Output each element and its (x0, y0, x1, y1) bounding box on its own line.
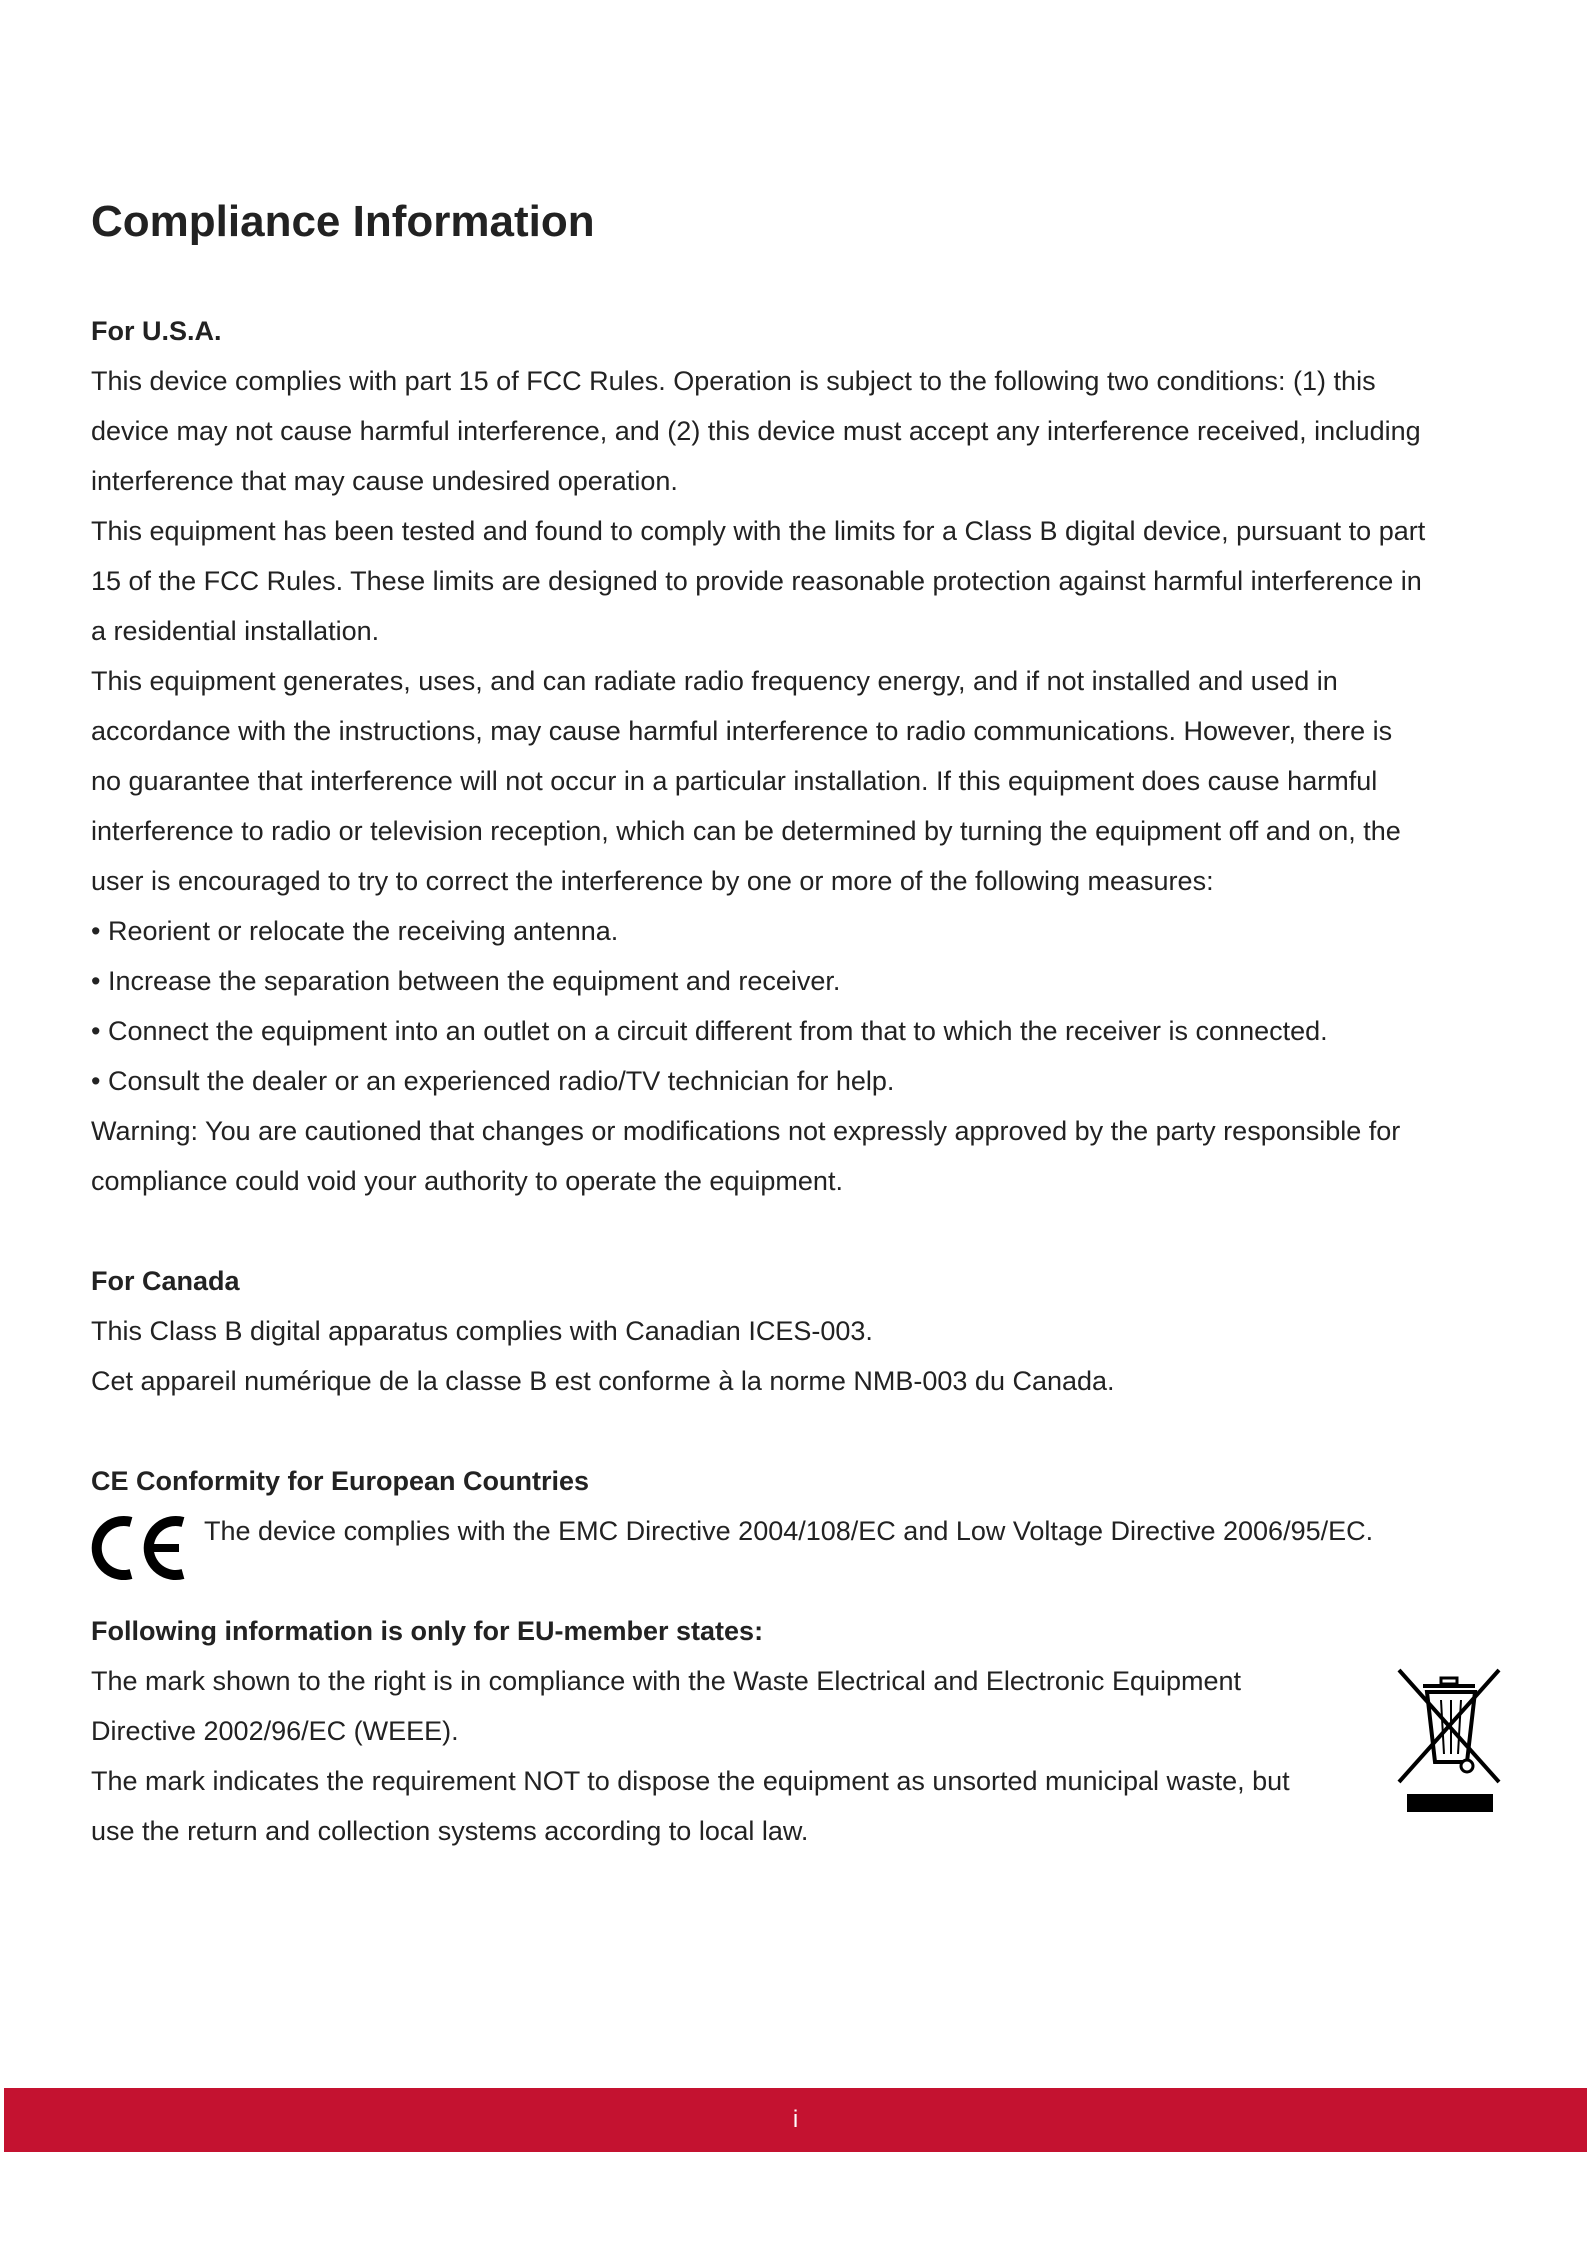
page-title: Compliance Information (91, 197, 595, 246)
usa-line: 15 of the FCC Rules. These limits are designed to provide reasonable protection against harmful interference in (91, 566, 1422, 596)
page-number: i (792, 2106, 799, 2133)
usa-line: a residential installation. (91, 616, 380, 646)
crossed-out-wheelie-bin-icon (1395, 1664, 1505, 1814)
usa-line: This device complies with part 15 of FCC Rules. Operation is subject to the following two conditions: (1) this (91, 366, 1376, 396)
canada-heading: For Canada (91, 1266, 240, 1296)
bullet-item: • Connect the equipment into an outlet on a circuit different from that to which the receiver is connected. (91, 1016, 1328, 1046)
eu-heading: Following information is only for EU-member states: (91, 1616, 764, 1646)
eu-line: The mark indicates the requirement NOT to dispose the equipment as unsorted municipal waste, but (91, 1766, 1290, 1796)
bullet-item: • Consult the dealer or an experienced radio/TV technician for help. (91, 1066, 895, 1096)
warning-line: Warning: You are cautioned that changes or modifications not expressly approved by the party responsible for (91, 1116, 1401, 1146)
section-eu (91, 1606, 1511, 1856)
ce-text: The device complies with the EMC Directive 2004/108/EC and Low Voltage Directive 2006/95/EC. (204, 1516, 1374, 1546)
ce-mark-icon (87, 1510, 187, 1586)
section-ce (91, 1456, 1511, 1556)
usa-line: no guarantee that interference will not occur in a particular installation. If this equipment does cause harmful (91, 766, 1378, 796)
usa-line: This equipment generates, uses, and can radiate radio frequency energy, and if not installed and used in (91, 666, 1338, 696)
compliance-content (91, 306, 1511, 1856)
canada-line: This Class B digital apparatus complies with Canadian ICES-003. (91, 1316, 873, 1346)
section-canada (91, 1256, 1511, 1406)
section-spacer (91, 1556, 1511, 1606)
ce-row (91, 1506, 1511, 1556)
eu-line: use the return and collection systems according to local law. (91, 1816, 809, 1846)
eu-line: Directive 2002/96/EC (WEEE). (91, 1716, 459, 1746)
canada-line: Cet appareil numérique de la classe B est conforme à la norme NMB-003 du Canada. (91, 1366, 1115, 1396)
usa-line: device may not cause harmful interference, and (2) this device must accept any interference received, including (91, 416, 1421, 446)
usa-line: interference that may cause undesired operation. (91, 466, 678, 496)
bullet-item: • Reorient or relocate the receiving antenna. (91, 916, 619, 946)
eu-line: The mark shown to the right is in compliance with the Waste Electrical and Electronic Equipment (91, 1666, 1242, 1696)
usa-line: accordance with the instructions, may cause harmful interference to radio communications. However, there is (91, 716, 1393, 746)
bullet-item: • Increase the separation between the equipment and receiver. (91, 966, 841, 996)
section-spacer (91, 1206, 1511, 1256)
usa-line: user is encouraged to try to correct the interference by one or more of the following measures: (91, 866, 1214, 896)
usa-line: interference to radio or television reception, which can be determined by turning the equipment off and on, the (91, 816, 1401, 846)
footer-bar (4, 2088, 1587, 2152)
section-usa (91, 306, 1511, 1206)
usa-heading: For U.S.A. (91, 316, 222, 346)
warning-line: compliance could void your authority to operate the equipment. (91, 1166, 843, 1196)
ce-heading: CE Conformity for European Countries (91, 1466, 590, 1496)
usa-line: This equipment has been tested and found to comply with the limits for a Class B digital device, pursuant to part (91, 516, 1426, 546)
section-spacer (91, 1406, 1511, 1456)
